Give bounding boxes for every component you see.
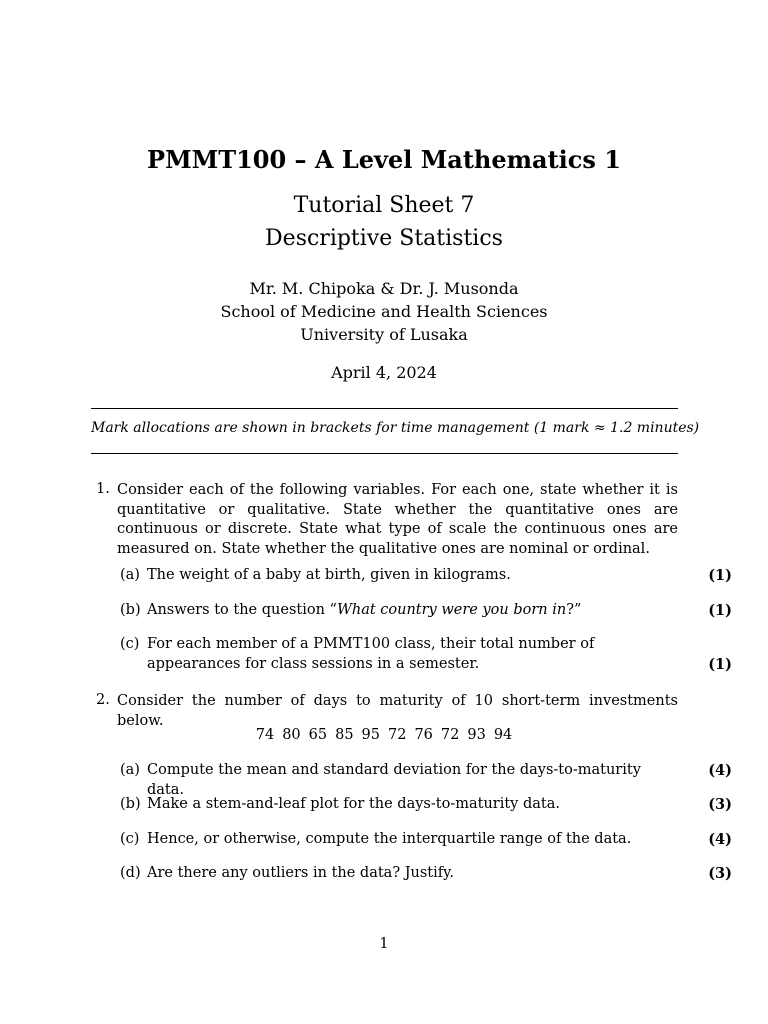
- part-marks: (4): [708, 831, 732, 848]
- mark-allocation-note: Mark allocations are shown in brackets for time management (1 mark ≈ 1.2 minutes): [91, 420, 700, 436]
- authors: Mr. M. Chipoka & Dr. J. Musonda: [249, 279, 519, 298]
- part-marks: (1): [708, 602, 732, 619]
- top-divider: [91, 408, 678, 409]
- part-marks: (3): [708, 865, 732, 882]
- part-label: (c): [120, 831, 140, 847]
- part-marks: (3): [708, 796, 732, 813]
- part-text: For each member of a PMMT100 class, their total number of appearances for class sessions in a semester.: [147, 636, 595, 672]
- data-value: 65: [308, 727, 328, 743]
- bottom-divider: [91, 453, 678, 454]
- topic-subtitle: Descriptive Statistics: [265, 226, 503, 251]
- school-name: School of Medicine and Health Sciences: [220, 302, 548, 321]
- question-1-text: Consider each of the following variables. For each one, state whether it is quantitative or qualitative. State whether the quantitative ones are continuous or discrete. State what type of scale the continuous ones are measured on. State whether the qualitative ones are nominal or ordinal.: [117, 482, 678, 557]
- data-value: 80: [282, 727, 301, 743]
- question-1-number: 1.: [96, 481, 110, 497]
- part-marks: (4): [708, 762, 732, 779]
- data-value: 72: [440, 727, 460, 743]
- part-label: (c): [120, 636, 140, 652]
- page-number: 1: [379, 936, 389, 952]
- university-name: University of Lusaka: [300, 325, 468, 344]
- data-value: 93: [467, 727, 486, 743]
- part-label: (b): [120, 602, 141, 618]
- sheet-subtitle: Tutorial Sheet 7: [293, 193, 475, 218]
- part-text: The weight of a baby at birth, given in kilograms.: [147, 567, 511, 583]
- part-text: Make a stem-and-leaf plot for the days-to-maturity data.: [147, 796, 560, 812]
- part-text: Are there any outliers in the data? Justify.: [147, 865, 454, 881]
- data-value: 95: [361, 727, 380, 743]
- part-label: (a): [120, 567, 140, 583]
- part-label: (b): [120, 796, 141, 812]
- part-marks: (1): [708, 567, 732, 584]
- data-value: 76: [414, 727, 433, 743]
- question-2-text: Consider the number of days to maturity of 10 short-term investments below.: [117, 693, 678, 729]
- part-label: (d): [120, 865, 141, 881]
- document-title: PMMT100 – A Level Mathematics 1: [147, 145, 621, 174]
- document-date: April 4, 2024: [331, 363, 437, 382]
- part-label: (a): [120, 762, 140, 778]
- question-2-number: 2.: [96, 692, 110, 708]
- part-text: Answers to the question “What country were you born in?”: [147, 602, 582, 618]
- data-value: 94: [493, 727, 513, 743]
- data-value: 72: [388, 727, 407, 743]
- part-marks: (1): [708, 656, 732, 673]
- maturity-data: [0, 727, 768, 743]
- data-value: 85: [335, 727, 354, 743]
- part-text: Compute the mean and standard deviation for the days-to-maturity data.: [147, 762, 641, 798]
- data-value: 74: [255, 727, 275, 743]
- part-text: Hence, or otherwise, compute the interquartile range of the data.: [147, 831, 632, 847]
